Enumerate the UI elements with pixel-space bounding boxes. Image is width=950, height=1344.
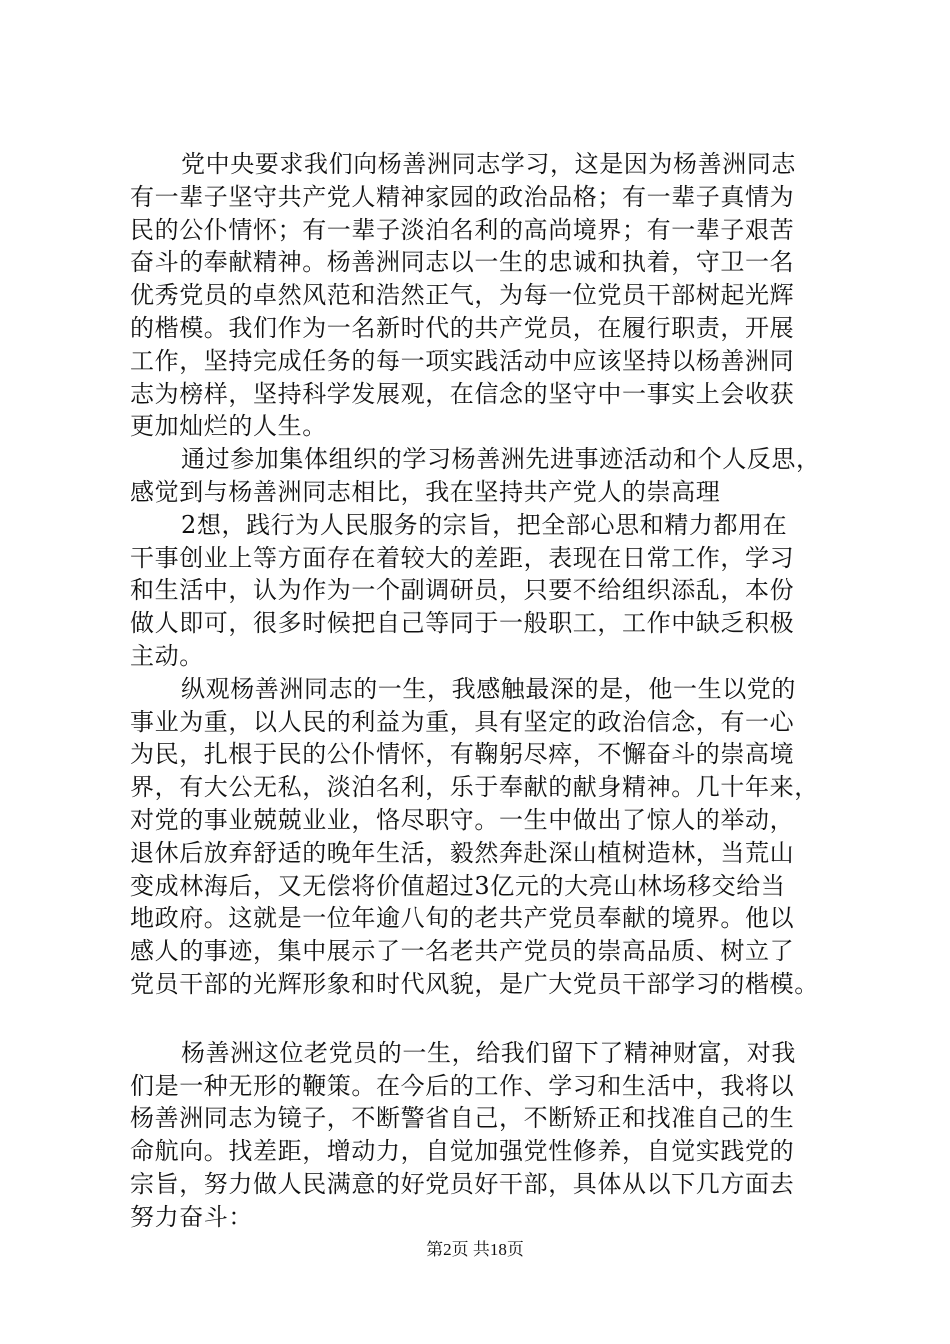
document-body: [130, 148, 850, 1234]
paragraph-line: 通过参加集体组织的学习杨善洲先进事迹活动和个人反思，: [181, 445, 821, 474]
paragraph-line: 纵观杨善洲同志的一生，我感触最深的是，他一生以党的: [181, 674, 796, 703]
paragraph-line: 的楷模。我们作为一名新时代的共产党员，在履行职责，开展: [130, 313, 795, 342]
paragraph-line: 地政府。这就是一位年逾八旬的老共产党员奉献的境界。他以: [130, 904, 795, 933]
paragraph-line: 志为榜样，坚持科学发展观，在信念的坚守中一事实上会收获: [130, 379, 795, 408]
paragraph-line: 对党的事业兢兢业业，恪尽职守。一生中做出了惊人的举动，: [130, 805, 795, 834]
paragraph-line: 党中央要求我们向杨善洲同志学习，这是因为杨善洲同志: [181, 150, 796, 178]
paragraph-line: 有一辈子坚守共产党人精神家园的政治品格；有一辈子真情为: [130, 182, 795, 211]
paragraph-line: 更加灿烂的人生。: [130, 412, 327, 441]
paragraph-line: 优秀党员的卓然风范和浩然正气，为每一位党员干部树起光辉: [130, 281, 795, 310]
paragraph-line: 主动。: [130, 641, 204, 670]
paragraph-line: 们是一种无形的鞭策。在今后的工作、学习和生活中，我将以: [130, 1071, 795, 1100]
paragraph-line: 杨善洲同志为镜子，不断警省自己，不断矫正和找准自己的生: [130, 1104, 795, 1133]
paragraph-line: 和生活中，认为作为一个副调研员，只要不给组织添乱，本份: [130, 576, 795, 605]
page-footer: [0, 1238, 950, 1262]
paragraph-line: 民的公仆情怀；有一辈子淡泊名利的高尚境界；有一辈子艰苦: [130, 215, 795, 244]
paragraph-line: 界，有大公无私，淡泊名利，乐于奉献的献身精神。几十年来，: [130, 773, 819, 802]
paragraph-line: 事业为重，以人民的利益为重，具有坚定的政治信念，有一心: [130, 707, 795, 736]
paragraph-line: 干事创业上等方面存在着较大的差距，表现在日常工作，学习: [130, 543, 795, 572]
paragraph-line: 命航向。找差距，增动力，自觉加强党性修养，自觉实践党的: [130, 1137, 795, 1166]
paragraph-line: 退休后放弃舒适的晚年生活，毅然奔赴深山植树造林，当荒山: [130, 838, 795, 867]
paragraph-line: 为民，扎根于民的公仆情怀，有鞠躬尽瘁，不懈奋斗的崇高境: [130, 740, 795, 769]
page-number-label: 第2页 共18页: [426, 1240, 524, 1259]
paragraph-gap: [130, 1001, 850, 1037]
paragraph-line: 做人即可，很多时候把自己等同于一般职工，工作中缺乏积极: [130, 609, 795, 638]
paragraph-line: 工作，坚持完成任务的每一项实践活动中应该坚持以杨善洲同: [130, 346, 795, 375]
paragraph-line: 感人的事迹，集中展示了一名老共产党员的崇高品质、树立了: [130, 937, 795, 966]
paragraph-line: 党员干部的光辉形象和时代风貌，是广大党员干部学习的楷模。: [130, 969, 819, 998]
paragraph-line: 2想，践行为人民服务的宗旨，把全部心思和精力都用在: [181, 510, 788, 539]
paragraph-line: 奋斗的奉献精神。杨善洲同志以一生的忠诚和执着，守卫一名: [130, 248, 795, 277]
paragraph-line: 杨善洲这位老党员的一生，给我们留下了精神财富，对我: [181, 1038, 796, 1067]
paragraph-line: 宗旨，努力做人民满意的好党员好干部，具体从以下几方面去: [130, 1169, 795, 1198]
paragraph-line: 变成林海后，又无偿将价值超过3亿元的大亮山林场移交给当: [130, 871, 786, 900]
paragraph-line: 感觉到与杨善洲同志相比，我在坚持共产党人的崇高理: [130, 477, 721, 506]
paragraph-line: 努力奋斗：: [130, 1202, 253, 1231]
